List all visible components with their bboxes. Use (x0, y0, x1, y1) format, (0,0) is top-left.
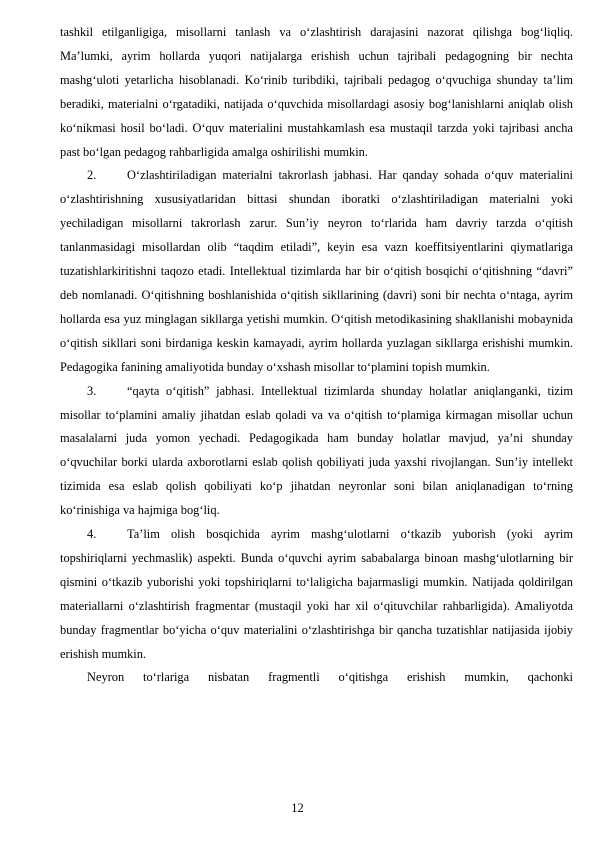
closing-paragraph: Neyron to‘rlariga nisbatan fragmentli o‘qitishga erishish mumkin, qachonki (87, 670, 573, 685)
list-item-number: 2. (87, 168, 97, 183)
list-item-text: “qayta o‘qitish” jabhasi. Intellektual tizimlarda shunday holatlar aniqlanganki, tizim misollar to‘plamini amaliy jihatdan eslab qoladi va va o‘qitish to‘plamiga kirmagan misollar uchun masalalarni juda yomon yechadi. Pedagogikada ham bunday holatlar mavjud, ya’ni shunday o‘qvuchilar borki ularda axborotlarni eslab qolish qobiliyati juda yaxshi rivojlangan. Sun’iy intellekt tizimida esa eslab qolish qobiliyati ko‘p jihatdan neyronlar soni bilan aniqlanadigan to‘rning ko‘rinishiga va hajmiga bog‘liq. (60, 383, 573, 518)
list-item-2 (60, 164, 573, 379)
list-item-number: 3. (87, 383, 97, 398)
list-item-text: Ta’lim olish bosqichida ayrim mashg‘ulotlarni o‘tkazib yuborish (yoki ayrim topshiriqlarni yechmaslik) aspekti. Bunda o‘quvchi ayrim sababalarga binoan mashg‘ulotlarning bir qismini o‘tkazib yuborishi yoki topshiriqlarni to‘laligicha bajarmasligi mumkin. Natijada qoldirilgan materiallarni o‘zlashtirish fragmentar (mustaqil yoki har xil o‘qituvchilar rahbarligida). Amaliyotda bunday fragmentlar bo‘yicha o‘quv materialini o‘zlashtirishga bir qancha tuzatishlar natijasida ijobiy erishish mumkin. (60, 527, 573, 661)
document-page (60, 21, 573, 690)
intro-paragraph: tashkil etilganligiga, misollarni tanlash va o‘zlashtirish darajasini nazorat qilishga bog‘liqliq. Ma’lumki, ayrim hollarda yuqori natijalarga erishish uchun tajribali pedagogning bir nechta mashg‘uloti yetarlicha hisoblanadi. Ko‘rinib turibdiki, tajribali pedagog o‘qvuchiga shunday ta’lim beradiki, materialni o‘rgatadiki, natijada o‘quvchida misollardagi asosiy bog‘lanishlarni aniqlab olish ko‘nikmasi hosil bo‘ladi. O‘quv materialini mustahkamlash esa mustaqil tarzda yoki tajribasi ancha past bo‘lgan pedagog rahbarligida amalga oshirilishi mumkin. (60, 25, 573, 159)
list-item-4 (60, 523, 573, 666)
page-number: 12 (291, 801, 304, 815)
list-item-text: O‘zlashtiriladigan materialni takrorlash jabhasi. Har qanday sohada o‘quv materialini o‘zlashtirishning xususiyatlaridan bittasi shundan iboratki o‘zlashtiriladigan materialni yoki yechiladigan misollarni takrorlash zarur. Sun’iy neyron to‘rlarida ham davriy tarzda o‘qitish tanlanmasidagi misollardan olib “taqdim etiladi”, keyin esa vazn koeffitsiyentlarini qiymatlariga tuzatishlarkiritishni taqozo etadi. Intellektual tizimlarda har bir o‘qitish bosqichi o‘qitishning “davri” deb nomlanadi. O‘qitishning boshlanishida o‘qitish sikllarining (davri) soni bir nechta o‘ntaga, ayrim hollarda esa yuz minglagan sikllarga yetishi mumkin. O‘qitish metodikasining shakllanishi mobaynida o‘qitish sikllari soni birdaniga keskin kamayadi, ayrim hollarda yuzlagan sikllarga erishishi mumkin. Pedagogika fanining amaliyotida bunday o‘xshash misollar to‘plamini topish mumkin. (60, 168, 573, 374)
list-item-3 (60, 380, 573, 523)
list-item-number: 4. (87, 527, 97, 542)
